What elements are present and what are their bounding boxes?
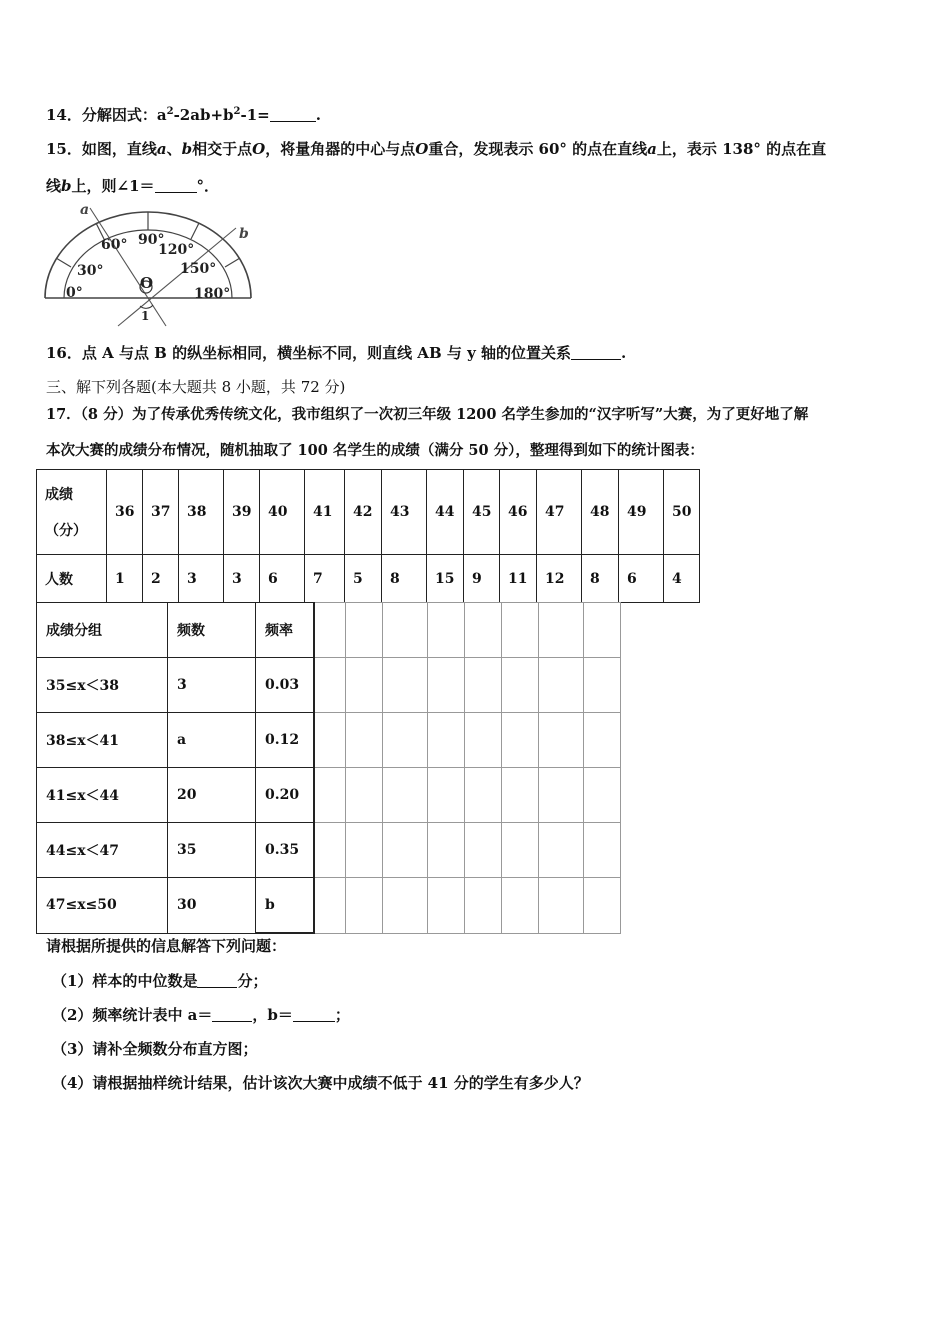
q16-after: . (621, 344, 627, 362)
group-frequency-cell: 20 (168, 768, 256, 823)
grid-cell (428, 713, 465, 768)
score-cell: 37 (143, 470, 179, 555)
score-table (36, 469, 700, 603)
grid-cell (584, 768, 621, 823)
q16-answer-blank[interactable] (571, 345, 621, 360)
score-header-unit: （分） (45, 523, 87, 539)
score-cell: 41 (305, 470, 345, 555)
count-cell: 2 (143, 555, 179, 603)
q15-line2-c: °． (196, 177, 220, 195)
grid-cell (539, 878, 584, 934)
tick-label-150: 150° (180, 261, 217, 277)
grid-cell (502, 823, 539, 878)
score-header-cell (37, 470, 107, 555)
q15-var-a2: a (647, 140, 657, 158)
grid-cell (383, 878, 428, 934)
grid-cell (346, 823, 383, 878)
q14-expr-end: -1= (240, 106, 270, 124)
score-cell: 43 (382, 470, 427, 555)
q14-answer-blank[interactable] (270, 107, 316, 122)
count-cell: 3 (224, 555, 260, 603)
sub2-text-c: ； (334, 1006, 350, 1024)
section-3-title: 三、解下列各题(本大题共 8 小题，共 72 分) (46, 378, 346, 396)
count-cell: 8 (382, 555, 427, 603)
q15-var-b: b (181, 140, 193, 158)
grid-cell (502, 878, 539, 934)
q15-var-o: O (252, 140, 266, 158)
q15-text-c: ，将量角器的中心与点 (265, 140, 416, 158)
question-15-line1 (46, 138, 826, 159)
group-rate-cell: 0.35 (256, 823, 315, 878)
group-frequency-cell: a (168, 713, 256, 768)
grid-cell (584, 658, 621, 713)
question-16 (46, 342, 626, 363)
group-range-cell: 44≤x＜47 (37, 823, 168, 878)
q17-line2: 本次大赛的成绩分布情况，随机抽取了 100 名学生的成绩（满分 50 分），整理得到如下的统计图表： (46, 442, 704, 459)
protractor-tick (225, 258, 240, 267)
frequency-header-row (37, 603, 621, 658)
frequency-row (37, 658, 621, 713)
label-b: b (239, 226, 249, 242)
score-header-label: 成绩 (45, 487, 73, 503)
grid-cell (428, 658, 465, 713)
score-cell: 45 (464, 470, 500, 555)
count-cell: 12 (537, 555, 582, 603)
tick-label-180: 180° (194, 286, 231, 302)
protractor-figure (40, 202, 260, 330)
q15-var-b2: b (61, 177, 72, 195)
group-rate-cell: 0.03 (256, 658, 315, 713)
q17-sub4: （4）请根据抽样统计结果，估计该次大赛中成绩不低于 41 分的学生有多少人？ (52, 1074, 589, 1092)
frequency-row (37, 713, 621, 768)
count-row (37, 555, 700, 603)
grid-cell (428, 878, 465, 934)
q17-sub1 (52, 970, 267, 991)
q17-line1: 17．（8 分）为了传承优秀传统文化，我市组织了一次初三年级 1200 名学生参加的“汉字听写”大赛，为了更好地了解 (46, 406, 809, 423)
group-range-cell: 41≤x＜44 (37, 768, 168, 823)
protractor-tick (56, 258, 71, 267)
q14-expr-mid: -2ab+b (173, 106, 234, 124)
grid-cell (502, 768, 539, 823)
tick-label-0: 0° (66, 285, 83, 301)
sub2-text-b: ，b＝ (252, 1006, 293, 1024)
grid-cell (539, 658, 584, 713)
grid-cell (539, 768, 584, 823)
grid-cell (383, 823, 428, 878)
header-frequency: 频数 (168, 603, 256, 658)
group-frequency-cell: 35 (168, 823, 256, 878)
grid-cell (502, 713, 539, 768)
count-cell: 8 (582, 555, 619, 603)
header-rate: 频率 (256, 603, 315, 658)
sub2-answer-blank-b[interactable] (293, 1007, 335, 1022)
group-rate-cell: 0.12 (256, 713, 315, 768)
protractor-tick (191, 223, 199, 239)
grid-cell (346, 768, 383, 823)
count-cell: 6 (260, 555, 305, 603)
grid-cell (465, 658, 502, 713)
frequency-table (36, 602, 621, 934)
q14-exponent-b: 2 (233, 106, 241, 117)
sub1-answer-blank[interactable] (197, 973, 237, 988)
group-rate-cell: 0.20 (256, 768, 315, 823)
score-cell: 50 (664, 470, 700, 555)
q14-after: . (315, 106, 321, 124)
grid-cell (539, 713, 584, 768)
grid-cell (584, 823, 621, 878)
score-cell: 44 (427, 470, 464, 555)
score-cell: 40 (260, 470, 305, 555)
grid-cell (465, 768, 502, 823)
grid-cell (465, 823, 502, 878)
tick-label-120: 120° (158, 242, 195, 258)
count-cell: 6 (619, 555, 664, 603)
group-rate-cell: b (256, 878, 315, 934)
grid-cell (584, 713, 621, 768)
group-range-cell: 35≤x＜38 (37, 658, 168, 713)
frequency-row (37, 768, 621, 823)
grid-cell (346, 713, 383, 768)
q15-text-b: 相交于点 (192, 140, 253, 158)
label-1: 1 (141, 309, 150, 323)
tick-label-90: 90° (138, 232, 165, 248)
group-frequency-cell: 30 (168, 878, 256, 934)
score-cell: 46 (500, 470, 537, 555)
group-range-cell: 38≤x＜41 (37, 713, 168, 768)
q15-line2-a: 线 (46, 177, 62, 195)
tick-label-30: 30° (77, 263, 104, 279)
grid-cell (539, 823, 584, 878)
grid-cell (314, 658, 346, 713)
grid-cell (465, 878, 502, 934)
q15-var-o2: O (415, 140, 429, 158)
sub1-text: （1）样本的中位数是 (52, 972, 198, 990)
group-frequency-cell: 3 (168, 658, 256, 713)
grid-cell (314, 768, 346, 823)
grid-cell (584, 603, 621, 658)
grid-cell (584, 878, 621, 934)
score-cell: 36 (107, 470, 143, 555)
q15-line2-b: 上，则∠1＝ (71, 177, 155, 195)
header-group: 成绩分组 (37, 603, 168, 658)
q15-sep: 、 (166, 140, 182, 158)
grid-cell (314, 713, 346, 768)
count-cell: 1 (107, 555, 143, 603)
score-cell: 48 (582, 470, 619, 555)
score-row (37, 470, 700, 555)
question-15-line2 (46, 175, 219, 196)
score-cell: 39 (224, 470, 260, 555)
group-range-cell: 47≤x≤50 (37, 878, 168, 934)
count-cell: 3 (179, 555, 224, 603)
grid-cell (383, 603, 428, 658)
count-cell: 4 (664, 555, 700, 603)
grid-cell (314, 878, 346, 934)
frequency-row (37, 878, 621, 934)
grid-cell (383, 658, 428, 713)
q14-expr-a: a (156, 106, 167, 124)
question-14 (46, 104, 321, 125)
grid-cell (314, 823, 346, 878)
count-cell: 15 (427, 555, 464, 603)
sub2-text-a: （2）频率统计表中 a＝ (52, 1006, 213, 1024)
grid-cell (428, 823, 465, 878)
grid-cell (428, 603, 465, 658)
grid-cell (314, 603, 346, 658)
frequency-row (37, 823, 621, 878)
grid-cell (346, 603, 383, 658)
count-cell: 5 (345, 555, 382, 603)
q17-sub2 (52, 1004, 350, 1025)
q15-text-d: 重合，发现表示 60° 的点在直线 (428, 140, 648, 158)
q15-answer-blank[interactable] (155, 178, 197, 193)
grid-cell (465, 713, 502, 768)
grid-cell (465, 603, 502, 658)
score-cell: 42 (345, 470, 382, 555)
score-cell: 47 (537, 470, 582, 555)
grid-cell (502, 603, 539, 658)
q17-prompt: 请根据所提供的信息解答下列问题： (46, 937, 287, 955)
q15-text-a: 15．如图，直线 (46, 140, 157, 158)
label-a: a (80, 202, 90, 218)
q16-text: 16．点 A 与点 B 的纵坐标相同，横坐标不同，则直线 AB 与 y 轴的位置关系 (46, 344, 572, 362)
grid-cell (346, 878, 383, 934)
count-label-cell: 人数 (37, 555, 107, 603)
grid-cell (346, 658, 383, 713)
sub2-answer-blank-a[interactable] (212, 1007, 252, 1022)
grid-cell (383, 768, 428, 823)
count-cell: 9 (464, 555, 500, 603)
sub1-unit: 分； (237, 972, 268, 990)
grid-cell (383, 713, 428, 768)
q15-var-a: a (156, 140, 167, 158)
q14-exponent: 2 (166, 106, 174, 117)
grid-cell (428, 768, 465, 823)
count-cell: 11 (500, 555, 537, 603)
q15-text-e: 上，表示 138° 的点在直 (656, 140, 827, 158)
score-cell: 49 (619, 470, 664, 555)
score-cell: 38 (179, 470, 224, 555)
tick-label-60: 60° (101, 237, 128, 253)
q17-sub3: （3）请补全频数分布直方图； (52, 1040, 258, 1058)
label-o: O (140, 274, 154, 292)
count-cell: 7 (305, 555, 345, 603)
grid-cell (502, 658, 539, 713)
q14-label: 14．分解因式： (46, 106, 157, 124)
grid-cell (539, 603, 584, 658)
